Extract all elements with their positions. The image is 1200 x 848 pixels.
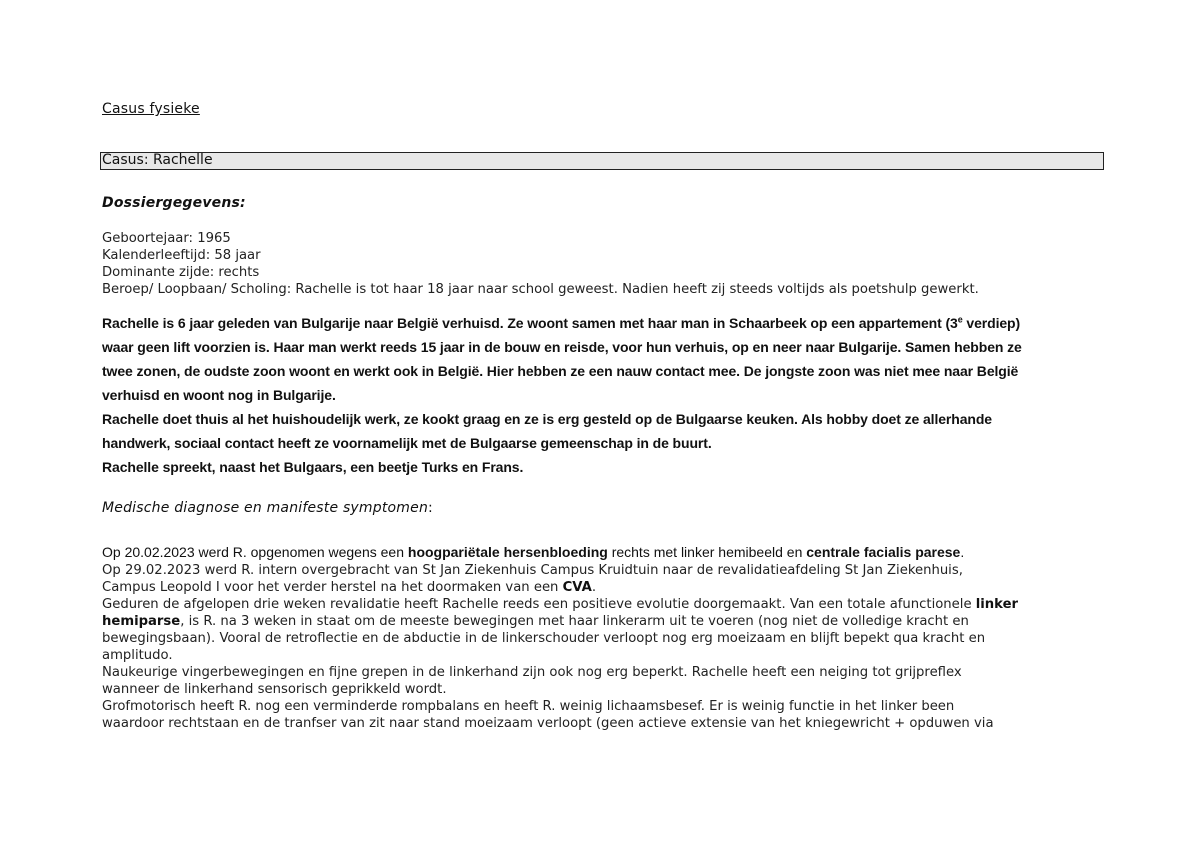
dossier-details xyxy=(102,230,979,298)
story-line: Rachelle doet thuis al het huishoudelijk werk, ze kookt graag en ze is erg gesteld op de Bulgaarse keuken. Als hobby doet ze allerhande xyxy=(102,411,992,427)
medical-details xyxy=(102,562,1018,732)
story-line: Rachelle is 6 jaar geleden van Bulgarije naar België verhuisd. Ze woont samen met haar man in Schaarbeek op een appartement (3e verdiep) xyxy=(102,314,1021,331)
dossier-heading: Dossiergegevens: xyxy=(102,195,246,211)
evolution-line: amplitudo. xyxy=(102,648,173,663)
case-title: Casus: Rachelle xyxy=(102,152,213,168)
evolution-line: bewegingsbaan). Vooral de retroflectie en de abductie in de linkerschouder verloopt nog erg moeizaam en blijft bepekt qua kracht en xyxy=(102,631,986,646)
fine-motor-line: wanneer de linkerhand sensorisch geprikkeld wordt. xyxy=(102,682,447,697)
document-title: Casus fysieke xyxy=(102,101,200,117)
case-title-box xyxy=(100,152,1104,170)
medical-heading: Medische diagnose en manifeste symptomen: xyxy=(102,500,433,516)
gross-motor-line: waardoor rechtstaan en de tranfser van zit naar stand moeizaam verloopt (geen actieve extensie van het kniegewricht + opduwen via xyxy=(102,716,994,731)
story-line: twee zonen, de oudste zoon woont en werkt ook in België. Hier hebben ze een nauw contact mee. De jongste zoon was niet mee naar België xyxy=(102,363,1019,379)
story-line: verhuisd en woont nog in Bulgarije. xyxy=(102,387,336,403)
personal-story xyxy=(102,311,1102,479)
story-line: Rachelle spreekt, naast het Bulgaars, een beetje Turks en Frans. xyxy=(102,459,524,475)
story-line: handwerk, sociaal contact heeft ze voornamelijk met de Bulgaarse gemeenschap in de buurt. xyxy=(102,435,712,451)
fine-motor-line: Naukeurige vingerbewegingen en fijne grepen in de linkerhand zijn ook nog erg beperkt. Rachelle heeft een neiging tot grijpreflex xyxy=(102,665,962,680)
transfer-line: Op 29.02.2023 werd R. intern overgebracht van St Jan Ziekenhuis Campus Kruidtuin naar de revalidatieafdeling St Jan Ziekenhuis, xyxy=(102,563,963,578)
dominant-side: Dominante zijde: rechts xyxy=(102,265,260,280)
evolution-line: Geduren de afgelopen drie weken revalidatie heeft Rachelle reeds een positieve evolutie doorgemaakt. Van een totale afunctionele linker xyxy=(102,597,1019,612)
transfer-line: Campus Leopold I voor het verder herstel na het doormaken van een CVA. xyxy=(102,580,597,595)
evolution-line: hemiparse, is R. na 3 weken in staat om de meeste bewegingen met haar linkerarm uit te voeren (nog niet de volledige kracht en xyxy=(102,614,969,629)
birth-year: Geboortejaar: 1965 xyxy=(102,231,231,246)
career: Beroep/ Loopbaan/ Scholing: Rachelle is tot haar 18 jaar naar school geweest. Nadien heeft zij steeds voltijds als poetshulp gewerkt. xyxy=(102,282,979,297)
story-line: waar geen lift voorzien is. Haar man werkt reeds 15 jaar in de bouw en reisde, voor hun verhuis, op en neer naar Bulgarije. Samen hebben ze xyxy=(102,339,1022,355)
gross-motor-line: Grofmotorisch heeft R. nog een verminderde rompbalans en heeft R. weinig lichaamsbesef. Er is weinig functie in het linker been xyxy=(102,699,955,714)
calendar-age: Kalenderleeftijd: 58 jaar xyxy=(102,248,261,263)
admission-line: Op 20.02.2023 werd R. opgenomen wegens een hoogpariëtale hersenbloeding rechts met linker hemibeeld en centrale facialis parese. xyxy=(102,544,965,560)
